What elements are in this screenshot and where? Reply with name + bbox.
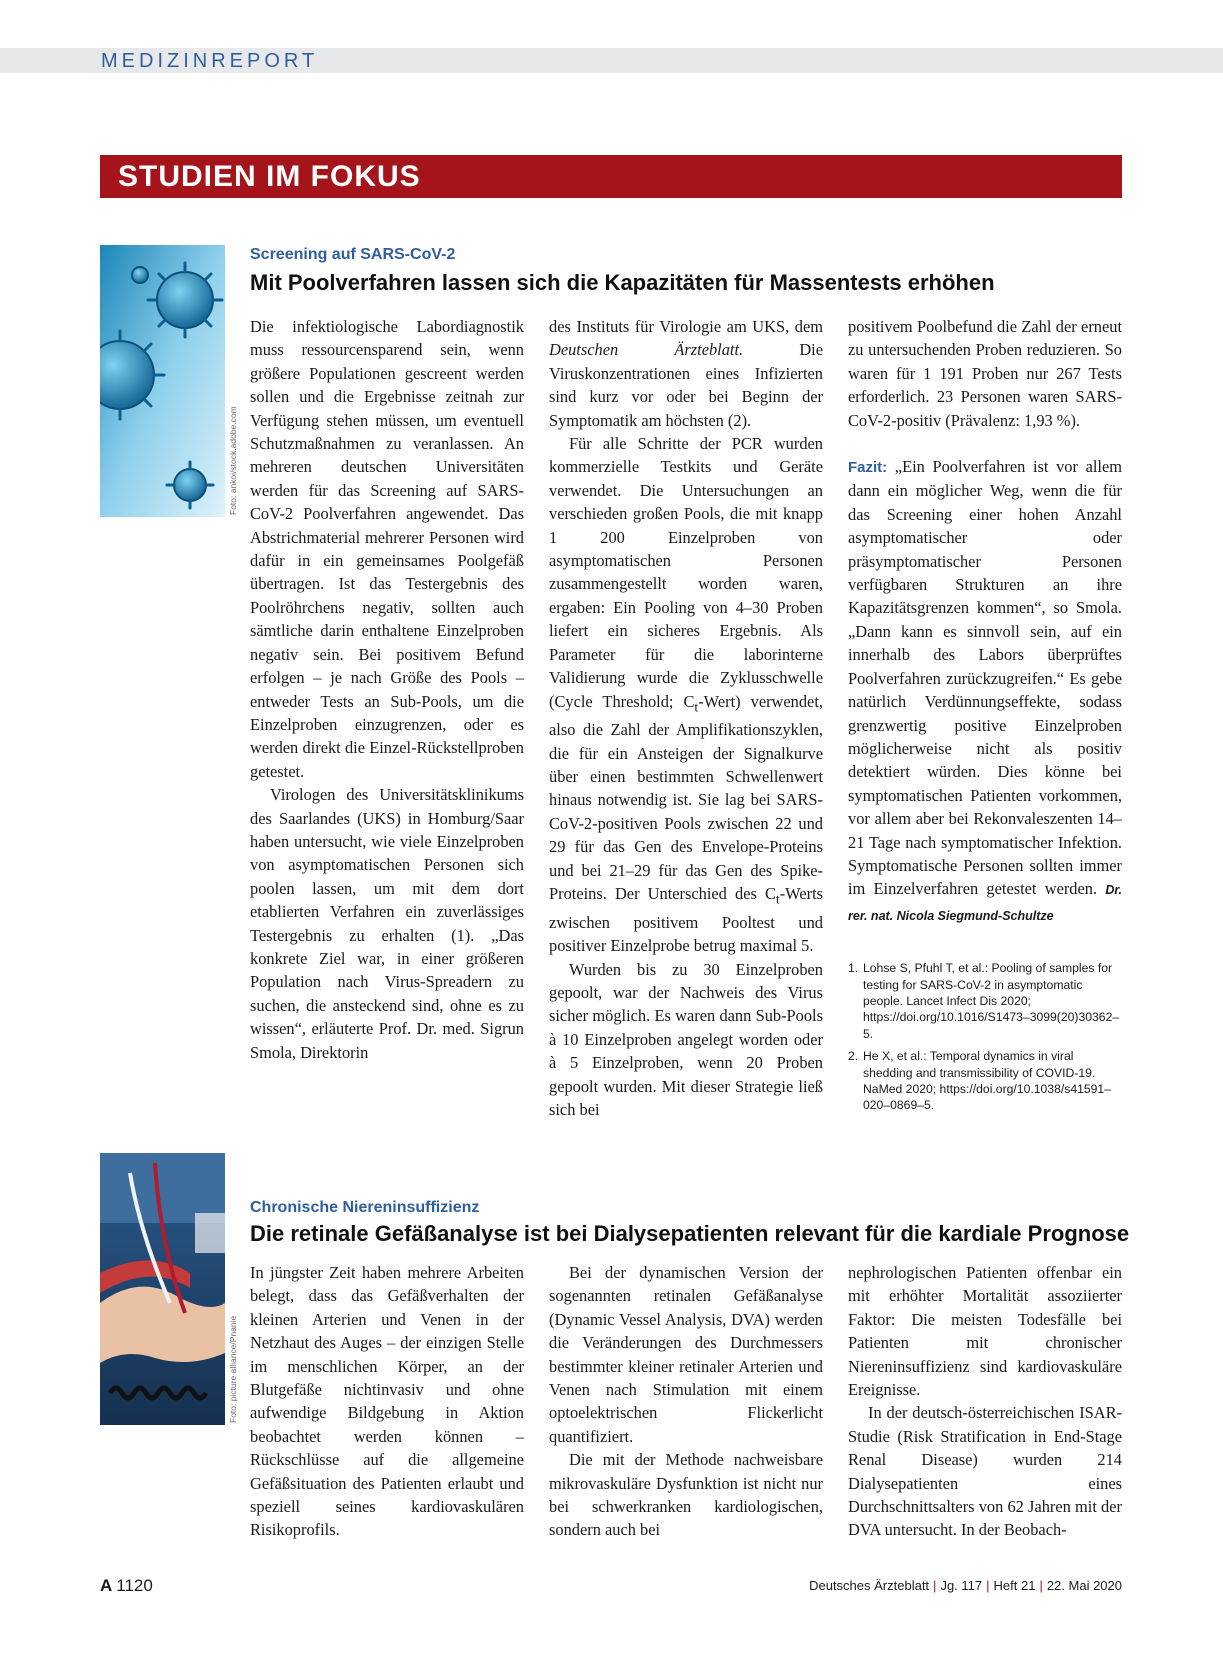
coronavirus-icon (100, 245, 225, 517)
paragraph: des Instituts für Virologie am UKS, dem Deutschen Ärzteblatt. Die Viruskonzentrationen eines Infizierten sind kurz vor oder bei Beginn der Symptomatik am höchsten (2). (549, 317, 824, 430)
fazit-paragraph: Fazit: „Ein Poolverfahren ist vor allem dann ein möglicher Weg, wenn die für das Screening einer hohen Anzahl asymptomatischer oder präsymptomatischer Personen verfügbaren Strukturen an ihre Kapazitätsgrenzen kommen“, so Smola. „Dann kann es sinnvoll sein, auf ein innerhalb des Labors überprüftes Poolverfahren zurückzugreifen.“ Es gebe natürlich Verdünnungseffekte, sodass grenzwertig positive Einzelproben möglicherweise nicht als positiv detektiert würden. Dies könne bei symptomatischen Patienten vorkommen, vor allem aber bei Rekonvaleszenten 14–21 Tage nach symptomatischer Infektion. Symptomatische Personen sollten immer im Einzelverfahren getestet werden. Dr. rer. nat. Nicola Siegmund-Schultze (848, 457, 1122, 923)
paragraph: Die mit der Methode nachweisbare mikrovaskuläre Dysfunktion ist nicht nur bei schwerkranken kardiologischen, sondern auch bei (549, 1450, 823, 1540)
separator: | (1039, 1578, 1043, 1593)
banner-title: STUDIEN IM FOKUS (118, 160, 421, 193)
paragraph: Virologen des Universitätsklinikums des Saarlandes (UKS) in Homburg/Saar haben untersucht, wie viele Einzelproben von asymptomatischen Personen sich poolen lassen, um mit dem dort etablierten Verfahren ein zuverlässiges Testergebnis zu erhalten (1). „Das konkrete Ziel war, in einer größeren Population nach Virus-Spreadern zu suchen, die ansteckend sind, ohne es zu wissen“, erläuterte Prof. Dr. med. Sigrun Smola, Direktorin (250, 785, 524, 1062)
paragraph: In jüngster Zeit haben mehrere Arbeiten belegt, dass das Gefäßverhalten der kleinen Arterien und Venen in der Netzhaut des Auges – der einzigen Stelle im menschlichen Körper, an der Blutgefäße nichtinvasiv und ohne aufwendige Bildgebung in Aktion beobachtet werden können – Rückschlüsse auf die allgemeine Gefäßsituation des Patienten erlaubt und speziell seines kardiovaskulären Risikoprofils. (250, 1263, 524, 1540)
separator: | (933, 1578, 937, 1593)
coronavirus-image (100, 245, 225, 517)
paragraph: Wurden bis zu 30 Einzelproben gepoolt, war der Nachweis des Virus sicher möglich. Es waren dann Sub-Pools à 10 Einzelproben angelegt worden oder à 5 Einzelproben, wenn 20 Proben gepoolt wurden. Mit dieser Strategie ließ sich bei (549, 959, 823, 1119)
journal-name: Deutsches Ärzteblatt (809, 1578, 930, 1593)
banner (100, 155, 1122, 198)
references-list (848, 960, 1122, 1114)
article-kicker: Screening auf SARS-CoV-2 (250, 246, 456, 263)
paragraph: Für alle Schritte der PCR wurden kommerzielle Testkits und Geräte verwendet. Die Untersuchungen an verschieden großen Pools, die mit knapp 1 200 Einzelproben von asymptomatischen Personen zusammengestellt worden waren, ergaben: Ein Pooling von 4–30 Proben liefert ein sicheres Ergebnis. Als Parameter für die laborinterne Validierung wurde die Zyklusschwelle (Cycle Threshold; $C_t-Wert$) verwendet, also die Zahl der Amplifikationszyklen, die für ein Ansteigen der Signalkurve über einen bestimmten Schwellenwert hinaus notwendig ist. Sie lag bei SARS-CoV-2-positiven Pools zwischen 22 und 29 für das Gen des Envelope-Proteins und bei 21–29 für das Gen des Spike-Proteins. Der Unterschied des $C_t$-Werts zwischen positivem Pooltest und positiver Einzelprobe betrug maximal 5. (549, 434, 823, 956)
column-2 (549, 315, 823, 1121)
volume: Jg. 117 (940, 1578, 983, 1593)
reference-item: 1. Lohse S, Pfuhl T, et al.: Pooling of samples for testing for SARS-CoV-2 in asymptomatic people. Lancet Infect Dis 2020; https://doi.org/10.1016/S1473–3099(20)30362–5. (848, 961, 1120, 1041)
paragraph: Die infektiologische Labordiagnostik muss ressourcensparend sein, wenn größere Populationen gescreent werden sollen und die Ergebnisse zeitnah zur Verfügung stehen müssen, um eventuell Schutzmaßnahmen zu veranlassen. An mehreren deutschen Universitäten werden für das Screening auf SARS-CoV-2 Poolverfahren angewendet. Das Abstrichmaterial mehrerer Personen wird dafür in ein gemeinsames Poolgefäß übertragen. Ist das Testergebnis des Poolröhrchens negativ, sollten auch sämtliche darin enthaltene Einzelproben negativ sein. Bei positivem Befund erfolgen – je nach Größe des Pools – entweder Tests an Sub-Pools, um die Einzelproben einzugrenzen, oder es werden direkt die Einzel-Rückstellproben getestet. (250, 317, 524, 781)
article-headline: Die retinale Gefäßanalyse ist bei Dialysepatienten relevant für die kardiale Prognose (250, 1221, 1130, 1246)
author-name: Dr. rer. nat. Nicola Siegmund-Schultze (848, 883, 1122, 923)
photo-credit: Foto: ankoi/stock.adobe.com (228, 406, 238, 515)
reference-item: 2. He X, et al.: Temporal dynamics in viral shedding and transmissibility of COVID-19. NaMed 2020; https://doi.org/10.1038/s41591–020–0869–5. (848, 1049, 1111, 1113)
article-headline: Mit Poolverfahren lassen sich die Kapazitäten für Massentests erhöhen (250, 270, 995, 295)
issue: Heft 21 (993, 1578, 1036, 1593)
photo-credit: Foto: picture alliance/Pnanie (228, 1315, 238, 1423)
dialysis-arm-icon (100, 1153, 225, 1425)
paragraph: Bei der dynamischen Version der sogenannten retinalen Gefäßanalyse (Dynamic Vessel Analysis, DVA) werden die Veränderungen des Durchmessers bestimmter kleiner retinaler Arterien und Venen nach Stimulation mit einem optoelektrischen Flickerlicht quantifiziert. (549, 1263, 823, 1446)
column-2 (549, 1261, 823, 1542)
article-kicker: Chronische Niereninsuffizienz (250, 1199, 480, 1216)
paragraph: positivem Poolbefund die Zahl der erneut zu untersuchenden Proben reduzieren. So waren für 1 191 Proben nur 267 Tests erforderlich. 23 Personen waren SARS-CoV-2-positiv (Prävalenz: 1,93 %). (848, 317, 1122, 430)
separator: | (986, 1578, 990, 1593)
paragraph: In der deutsch-österreichischen ISAR-Studie (Risk Stratification in End-Stage Renal Disease) wurden 214 Dialysepatienten eines Durchschnittsalters von 62 Jahren mit der DVA untersucht. In der Beobach- (848, 1403, 1122, 1540)
article-body (250, 315, 1122, 1121)
section-label: MEDIZINREPORT (101, 50, 319, 72)
journal-name-italic: Deutschen Ärzteblatt. (549, 340, 744, 360)
page-number: A 1120 (100, 1576, 153, 1595)
journal-info (809, 1578, 1122, 1594)
dialysis-image (100, 1153, 225, 1425)
subscript-t: t (775, 891, 780, 907)
fazit-label: Fazit: (848, 459, 888, 477)
column-3 (848, 1261, 1122, 1542)
page-footer (100, 1576, 1122, 1596)
column-3 (848, 315, 1122, 1121)
column-1 (250, 1261, 524, 1542)
article-body (250, 1261, 1122, 1542)
subscript-t: t (694, 698, 699, 714)
paragraph: nephrologischen Patienten offenbar ein mit erhöhter Mortalität assoziierter Faktor: Die meisten Todesfälle bei Patienten mit chronischer Niereninsuffizienz sind kardiovaskuläre Ereignisse. (848, 1263, 1122, 1400)
date: 22. Mai 2020 (1046, 1578, 1122, 1593)
column-1 (250, 315, 524, 1121)
